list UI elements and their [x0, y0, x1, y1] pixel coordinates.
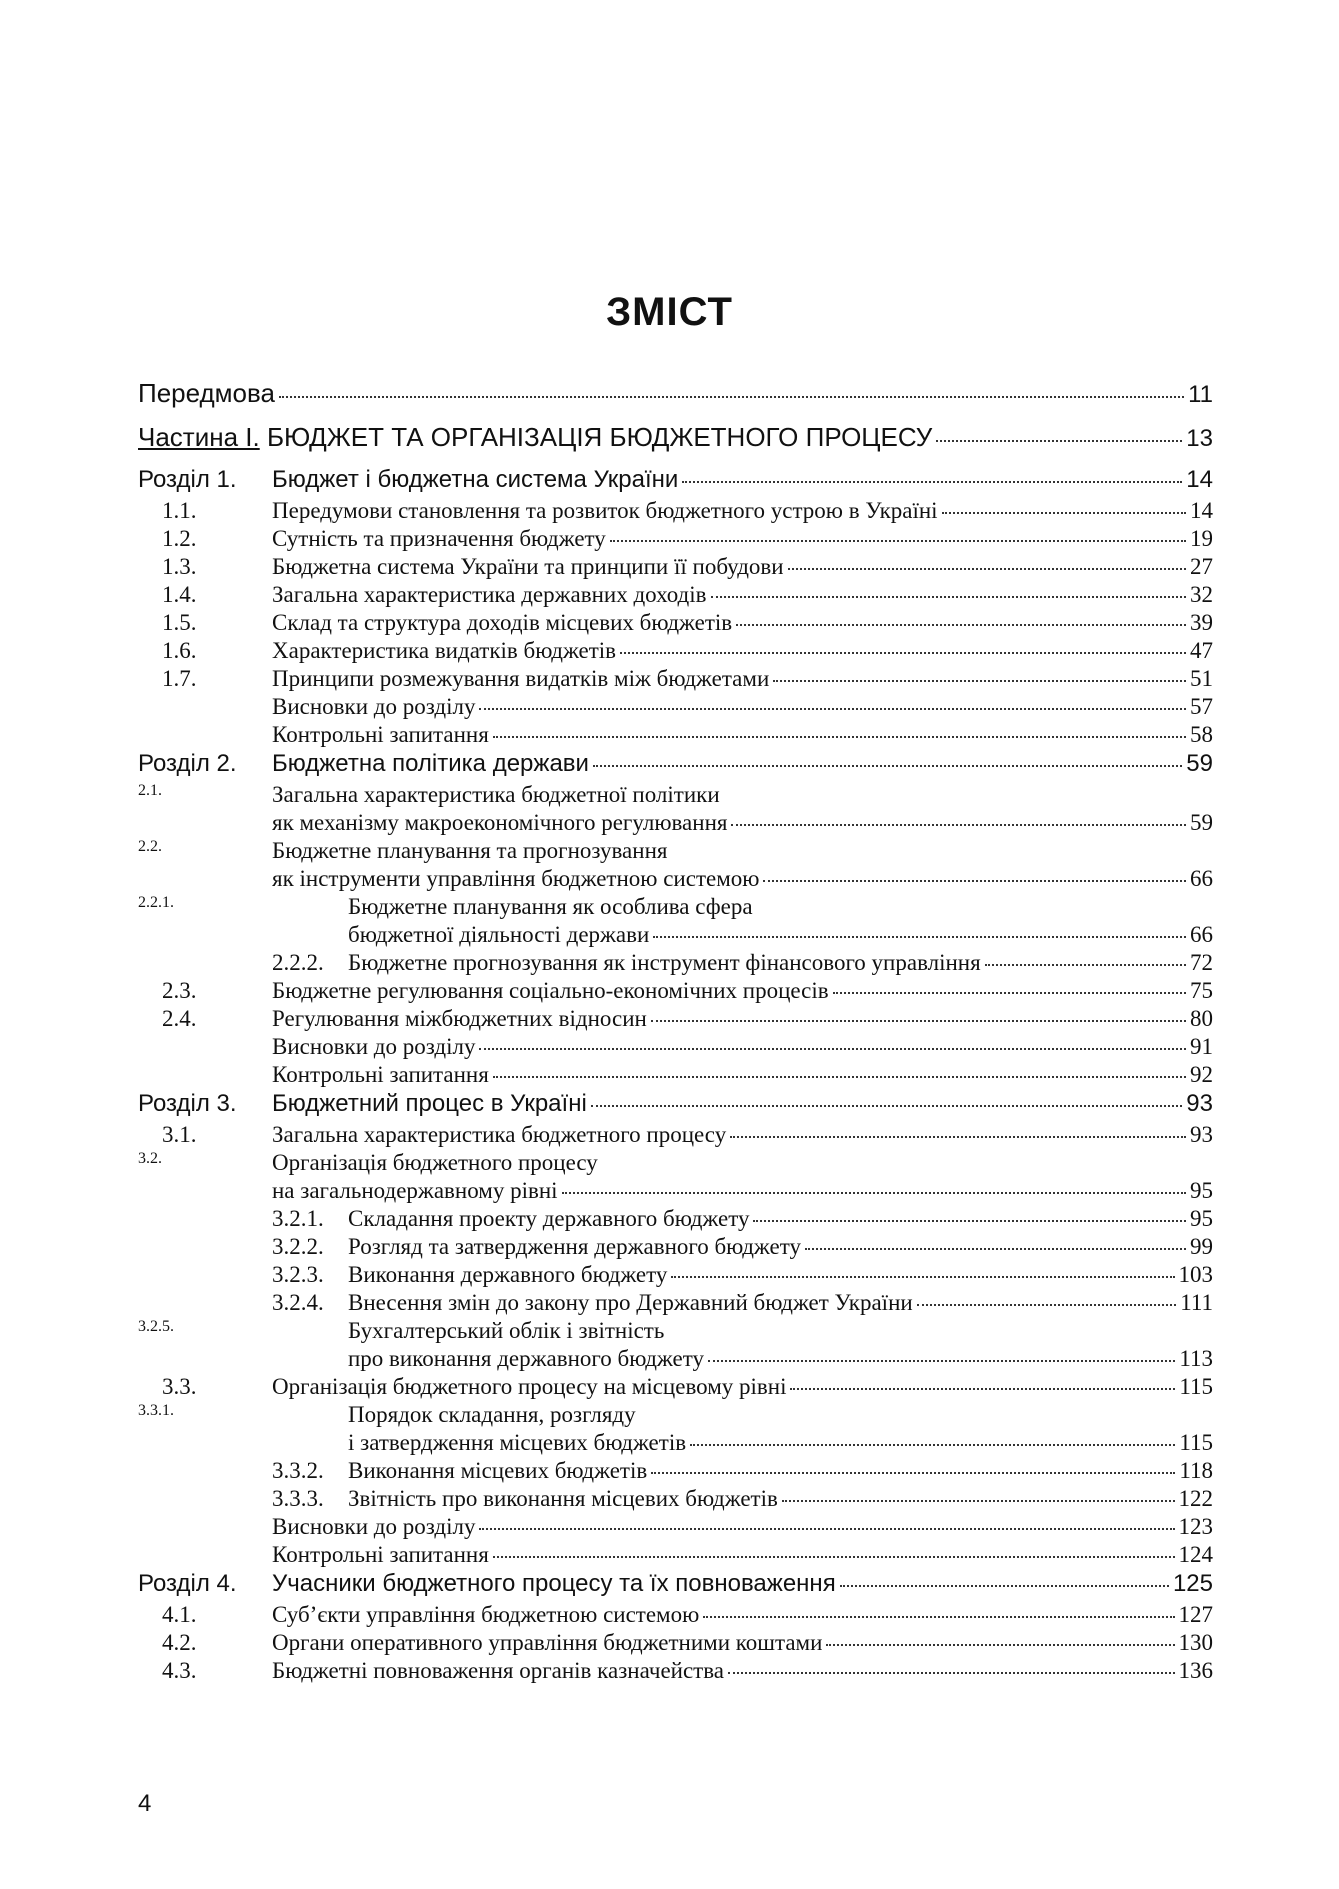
item-title: Бухгалтерський облік і звітність — [348, 1318, 665, 1343]
dot-leader — [773, 680, 1186, 682]
item-title: Суб’єкти управління бюджетною системою — [272, 1602, 700, 1627]
toc-item — [138, 1658, 1213, 1686]
item-number: 2.2. — [138, 838, 162, 855]
toc-page-number: 59 — [1186, 750, 1213, 777]
toc-item — [138, 1458, 1213, 1486]
toc-page-number: 111 — [1180, 1290, 1213, 1315]
section-number: Розділ 3. — [138, 1090, 237, 1117]
dot-leader — [479, 1528, 1174, 1530]
item-number: 2.3. — [162, 978, 197, 1003]
dot-leader — [985, 964, 1186, 966]
item-number: 3.1. — [162, 1122, 197, 1147]
item-title: Виконання державного бюджету — [348, 1262, 668, 1287]
item-number: 1.7. — [162, 666, 197, 691]
item-title: Бюджетна система України та принципи її побудови — [272, 554, 784, 579]
toc-item — [138, 894, 1213, 922]
toc-page-number: 57 — [1190, 694, 1213, 719]
toc-item — [138, 666, 1213, 694]
toc-item — [138, 1206, 1213, 1234]
toc-item — [138, 1234, 1213, 1262]
toc-item — [138, 1122, 1213, 1150]
item-number: 3.2.2. — [272, 1234, 324, 1259]
toc-item — [138, 1006, 1213, 1034]
toc-item — [138, 1374, 1213, 1402]
toc-page-number: 19 — [1190, 526, 1213, 551]
dot-leader — [690, 1444, 1175, 1446]
item-title: Контрольні запитання — [272, 722, 489, 747]
item-title: Передумови становлення та розвиток бюджетного устрою в Україні — [272, 498, 938, 523]
toc-page-number: 123 — [1178, 1514, 1213, 1539]
dot-leader — [788, 568, 1186, 570]
dot-leader — [479, 1048, 1186, 1050]
toc-item — [138, 1034, 1213, 1062]
item-title: Органи оперативного управління бюджетними коштами — [272, 1630, 823, 1655]
item-title: Порядок складання, розгляду — [348, 1402, 636, 1427]
toc-page-number: 14 — [1190, 498, 1213, 523]
toc-item — [138, 694, 1213, 722]
toc-page-number: 13 — [1186, 425, 1213, 452]
item-number: 1.5. — [162, 610, 197, 635]
part-title: БЮДЖЕТ ТА ОРГАНІЗАЦІЯ БЮДЖЕТНОГО ПРОЦЕСУ — [266, 422, 933, 452]
toc-item — [138, 1262, 1213, 1290]
item-number: 3.2.1. — [272, 1206, 324, 1231]
toc-page-number: 124 — [1178, 1542, 1213, 1567]
item-title: Бюджетне регулювання соціально-економічних процесів — [272, 978, 829, 1003]
dot-leader — [753, 1220, 1186, 1222]
item-title: Складання проекту державного бюджету — [348, 1206, 750, 1231]
item-title: Характеристика видатків бюджетів — [272, 638, 617, 663]
toc-page-number: 92 — [1190, 1062, 1213, 1087]
item-number: 3.2.3. — [272, 1262, 324, 1287]
item-title: Контрольні запитання — [272, 1542, 489, 1567]
toc-page-number: 93 — [1186, 1090, 1213, 1117]
toc-item — [138, 866, 1213, 894]
toc-item — [138, 1318, 1213, 1346]
page-title: ЗМІСТ — [606, 290, 733, 334]
item-title: Бюджетне прогнозування як інструмент фінансового управління — [348, 950, 981, 975]
section-number: Розділ 4. — [138, 1570, 237, 1597]
item-title: Розгляд та затвердження державного бюджету — [348, 1234, 801, 1259]
toc-item — [138, 1486, 1213, 1514]
toc-page-number: 115 — [1179, 1374, 1213, 1399]
toc-page-number: 95 — [1190, 1206, 1213, 1231]
item-number: 1.6. — [162, 638, 197, 663]
item-title: Бюджетне планування та прогнозування — [272, 838, 668, 863]
item-title: Загальна характеристика бюджетної політики — [272, 782, 720, 807]
toc-item — [138, 1290, 1213, 1318]
toc-page-number: 80 — [1190, 1006, 1213, 1031]
toc-item — [138, 922, 1213, 950]
dot-leader — [493, 1556, 1175, 1558]
dot-leader — [279, 396, 1184, 398]
item-number: 2.2.2. — [272, 950, 324, 975]
item-title: Висновки до розділу — [272, 1034, 476, 1059]
toc-page-number: 75 — [1190, 978, 1213, 1003]
dot-leader — [671, 1276, 1174, 1278]
item-title: бюджетної діяльності держави — [348, 922, 650, 947]
item-title: як механізму макроекономічного регулювання — [272, 810, 728, 835]
toc-section — [138, 1570, 1213, 1602]
dot-leader — [790, 1388, 1175, 1390]
toc-item — [138, 1514, 1213, 1542]
item-number: 1.3. — [162, 554, 197, 579]
item-number: 4.2. — [162, 1630, 197, 1655]
section-title: Бюджетний процес в Україні — [272, 1090, 587, 1117]
dot-leader — [651, 1472, 1175, 1474]
toc-page-number: 51 — [1190, 666, 1213, 691]
toc-item — [138, 1630, 1213, 1658]
item-number: 4.1. — [162, 1602, 197, 1627]
item-number: 3.3.3. — [272, 1486, 324, 1511]
item-title: Бюджетні повноваження органів казначейства — [272, 1658, 724, 1683]
toc-page-number: 122 — [1178, 1486, 1213, 1511]
toc-page-number: 125 — [1172, 1570, 1213, 1597]
dot-leader — [562, 1192, 1186, 1194]
toc-page-number: 103 — [1178, 1262, 1213, 1287]
dot-leader — [610, 540, 1186, 542]
toc-page-number: 113 — [1179, 1346, 1213, 1371]
item-title: і затвердження місцевих бюджетів — [348, 1430, 687, 1455]
toc-item — [138, 582, 1213, 610]
page-number: 4 — [138, 1790, 152, 1817]
dot-leader — [651, 1020, 1186, 1022]
item-number: 3.2.5. — [138, 1318, 174, 1335]
item-number: 2.1. — [138, 782, 162, 799]
toc-page-number: 118 — [1179, 1458, 1213, 1483]
toc-item — [138, 638, 1213, 666]
toc-page-number: 91 — [1190, 1034, 1213, 1059]
toc-item — [138, 838, 1213, 866]
dot-leader — [493, 1076, 1186, 1078]
toc-page-number: 58 — [1190, 722, 1213, 747]
item-title: Загальна характеристика державних доходів — [272, 582, 707, 607]
dot-leader — [936, 440, 1182, 442]
item-number: 3.3.2. — [272, 1458, 324, 1483]
toc-item — [138, 1150, 1213, 1178]
item-number: 3.2. — [138, 1150, 162, 1167]
dot-leader — [493, 736, 1186, 738]
part-label: Частина І. — [138, 422, 260, 452]
dot-leader — [682, 481, 1182, 483]
toc-item — [138, 1542, 1213, 1570]
item-title: Внесення змін до закону про Державний бюджет України — [348, 1290, 913, 1315]
dot-leader — [782, 1500, 1175, 1502]
item-number: 1.1. — [162, 498, 197, 523]
item-number: 1.2. — [162, 526, 197, 551]
dot-leader — [736, 624, 1186, 626]
toc-item — [138, 1062, 1213, 1090]
toc-item — [138, 1346, 1213, 1374]
toc-page-number: 66 — [1190, 866, 1213, 891]
item-title: Бюджетне планування як особлива сфера — [348, 894, 753, 919]
dot-leader — [917, 1304, 1177, 1306]
toc-section — [138, 750, 1213, 782]
toc-page-number: 93 — [1190, 1122, 1213, 1147]
dot-leader — [653, 936, 1186, 938]
toc-item — [138, 1602, 1213, 1630]
item-title: Загальна характеристика бюджетного процесу — [272, 1122, 727, 1147]
item-number: 3.2.4. — [272, 1290, 324, 1315]
toc-entry-title: Передмова — [138, 378, 275, 408]
toc-page-number: 66 — [1190, 922, 1213, 947]
toc-item — [138, 722, 1213, 750]
dot-leader — [620, 652, 1186, 654]
item-title: Висновки до розділу — [272, 1514, 476, 1539]
item-title: про виконання державного бюджету — [348, 1346, 704, 1371]
toc-item — [138, 978, 1213, 1006]
toc-page-number: 47 — [1190, 638, 1213, 663]
item-number: 3.3.1. — [138, 1402, 174, 1419]
dot-leader — [703, 1616, 1174, 1618]
dot-leader — [730, 1136, 1186, 1138]
table-of-contents — [138, 378, 1213, 1686]
toc-item — [138, 782, 1213, 810]
toc-item — [138, 1430, 1213, 1458]
dot-leader — [942, 512, 1186, 514]
toc-item — [138, 1402, 1213, 1430]
toc-page-number: 32 — [1190, 582, 1213, 607]
item-title: Організація бюджетного процесу на місцевому рівні — [272, 1374, 787, 1399]
toc-page-number: 39 — [1190, 610, 1213, 635]
item-title: як інструменти управління бюджетною системою — [272, 866, 760, 891]
dot-leader — [728, 1672, 1175, 1674]
item-number: 3.3. — [162, 1374, 197, 1399]
toc-page-number: 136 — [1178, 1658, 1213, 1683]
section-number: Розділ 2. — [138, 750, 237, 777]
toc-page-number: 127 — [1178, 1602, 1213, 1627]
toc-item — [138, 526, 1213, 554]
toc-page-number: 99 — [1190, 1234, 1213, 1259]
dot-leader — [708, 1360, 1175, 1362]
item-title: на загальнодержавному рівні — [272, 1178, 558, 1203]
item-number: 2.2.1. — [138, 894, 174, 911]
dot-leader — [826, 1644, 1174, 1646]
toc-page-number: 95 — [1190, 1178, 1213, 1203]
toc-page-number: 115 — [1179, 1430, 1213, 1455]
dot-leader — [805, 1248, 1186, 1250]
dot-leader — [731, 824, 1186, 826]
toc-page-number: 59 — [1190, 810, 1213, 835]
toc-page-number: 130 — [1178, 1630, 1213, 1655]
toc-entry-intro — [138, 378, 1213, 422]
toc-item — [138, 1178, 1213, 1206]
toc-item — [138, 610, 1213, 638]
item-title: Звітність про виконання місцевих бюджетів — [348, 1486, 778, 1511]
item-title: Принципи розмежування видатків між бюджетами — [272, 666, 770, 691]
item-number: 2.4. — [162, 1006, 197, 1031]
toc-page-number: 14 — [1186, 466, 1213, 493]
item-title: Контрольні запитання — [272, 1062, 489, 1087]
item-title: Організація бюджетного процесу — [272, 1150, 598, 1175]
dot-leader — [711, 596, 1187, 598]
toc-item — [138, 498, 1213, 526]
toc-page-number: 27 — [1190, 554, 1213, 579]
item-title: Сутність та призначення бюджету — [272, 526, 606, 551]
section-title: Бюджет і бюджетна система України — [272, 466, 679, 493]
dot-leader — [840, 1585, 1169, 1587]
toc-item — [138, 950, 1213, 978]
toc-section — [138, 1090, 1213, 1122]
dot-leader — [593, 765, 1182, 767]
toc-section — [138, 466, 1213, 498]
item-number: 4.3. — [162, 1658, 197, 1683]
toc-entry-part — [138, 422, 1213, 466]
item-number: 1.4. — [162, 582, 197, 607]
section-title: Бюджетна політика держави — [272, 750, 589, 777]
toc-page-number: 11 — [1188, 381, 1213, 408]
item-title: Склад та структура доходів місцевих бюджетів — [272, 610, 733, 635]
section-number: Розділ 1. — [138, 466, 237, 493]
toc-page-number: 72 — [1190, 950, 1213, 975]
item-title: Виконання місцевих бюджетів — [348, 1458, 648, 1483]
toc-item — [138, 554, 1213, 582]
toc-item — [138, 810, 1213, 838]
item-title: Регулювання міжбюджетних відносин — [272, 1006, 647, 1031]
dot-leader — [479, 708, 1186, 710]
section-title: Учасники бюджетного процесу та їх повноваження — [272, 1570, 836, 1597]
dot-leader — [763, 880, 1186, 882]
dot-leader — [833, 992, 1186, 994]
item-title: Висновки до розділу — [272, 694, 476, 719]
dot-leader — [591, 1105, 1183, 1107]
